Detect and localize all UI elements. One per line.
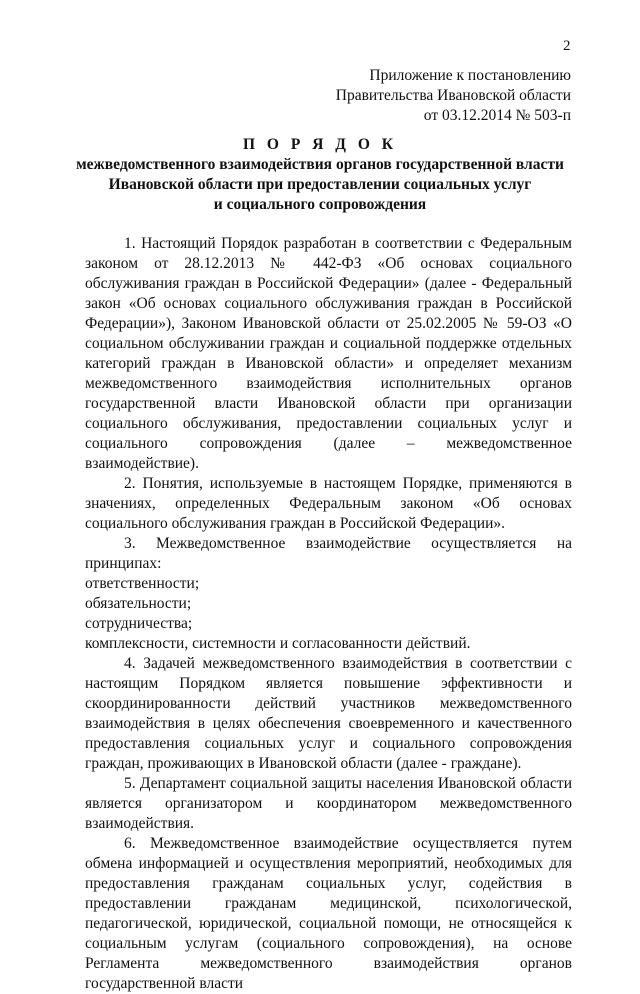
document-title: П О Р Я Д О К bbox=[243, 136, 397, 153]
principle-item: ответственности; bbox=[85, 575, 200, 592]
paragraph-6: 6. Межведомственное взаимодействие осуществляется путем обмена информацией и осуществления мероприятий, необходимых для предоставления гражданам социальных услуг, содействия в предоставлении гражданам медицинской, психологической, педагогической, юридической, социальной помощи, не относящейся к социальным услугам (социального сопровождения), на основе Регламента межведомственного взаимодействия органов государственной власти bbox=[85, 835, 572, 992]
page-number: 2 bbox=[563, 38, 571, 54]
appendix-line: Правительства Ивановской области bbox=[335, 87, 571, 104]
document-subtitle-line: Ивановской области при предоставлении социальных услуг bbox=[108, 176, 532, 193]
principle-item: сотрудничества; bbox=[85, 615, 193, 632]
paragraph-4: 4. Задачей межведомственного взаимодействия в соответствии с настоящим Порядком является повышение эффективности и скоординированности действий участников межведомственного взаимодействия в целях обеспечения своевременного и качественного предоставления социальных услуг и социального сопровождения граждан, проживающих в Ивановской области (далее - граждане). bbox=[85, 655, 572, 772]
paragraph-5: 5. Департамент социальной защиты населения Ивановской области является организатором и координатором межведомственного взаимодействия. bbox=[85, 775, 572, 832]
paragraph-3: 3. Межведомственное взаимодействие осуществляется на принципах: bbox=[85, 535, 572, 572]
paragraph-2: 2. Понятия, используемые в настоящем Порядке, применяются в значениях, определенных Федеральным законом «Об основах социального обслуживания граждан в Российской Федерации». bbox=[85, 475, 572, 532]
document-body bbox=[85, 234, 572, 994]
document-heading bbox=[70, 135, 570, 215]
appendix-note bbox=[336, 66, 571, 126]
principle-item: комплексности, системности и согласованности действий. bbox=[85, 635, 471, 652]
appendix-line: Приложение к постановлению bbox=[369, 67, 571, 84]
principle-item: обязательности; bbox=[85, 595, 192, 612]
document-subtitle-line: и социального сопровождения bbox=[213, 196, 427, 213]
paragraph-1: 1. Настоящий Порядок разработан в соответствии с Федеральным законом от 28.12.2013 № 442-ФЗ «Об основах социального обслуживания граждан в Российской Федерации» (далее - Федеральный закон «Об основах социального обслуживания граждан в Российской Федерации»), Законом Ивановской области от 25.02.2005 № 59-ОЗ «О социальном обслуживании граждан и социальной поддержке отдельных категорий граждан в Ивановской области» и определяет механизм межведомственного взаимодействия исполнительных органов государственной власти Ивановской области при организации социального обслуживания, предоставлении социальных услуг и социального сопровождения (далее – межведомственное взаимодействие). bbox=[85, 235, 572, 472]
appendix-line: от 03.12.2014 № 503-п bbox=[423, 107, 571, 124]
document-subtitle-line: межведомственного взаимодействия органов государственной власти bbox=[76, 156, 564, 173]
